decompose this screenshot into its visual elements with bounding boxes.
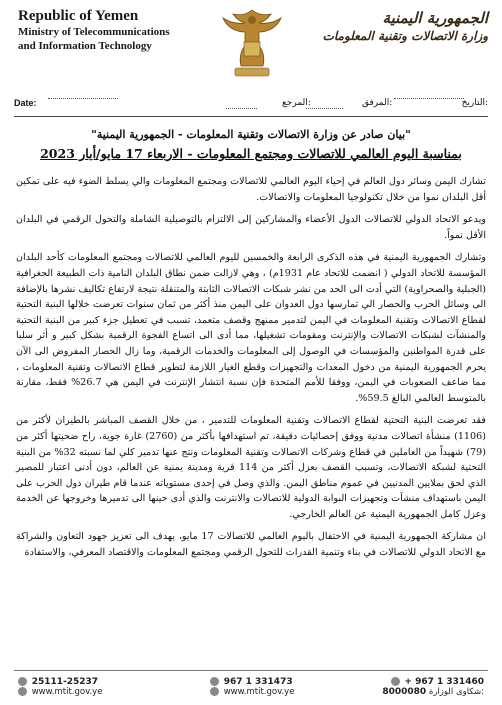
header-divider	[14, 116, 488, 117]
paragraph-1: تشارك اليمن وسائر دول العالم في إحياء اليوم العالمي للاتصالات ومجتمع المعلومات والي يسلط الضوء فيه على تمكين أقل البلدان نموا من خلال تكنولوجيا المعلومات والاتصالات.	[16, 176, 486, 203]
date-field-line	[48, 98, 118, 99]
country-name-en: Republic of Yemen	[18, 8, 139, 24]
globe-icon	[18, 687, 27, 696]
complaints-number: 8000080	[382, 687, 427, 697]
phone-mid: 967 1 331473	[223, 677, 293, 687]
complaints-label: شكاوى الوزارة:	[428, 687, 484, 697]
reference-row	[14, 98, 488, 112]
ministry-name-en-2: and Information Technology	[18, 40, 152, 52]
phone-right: + 967 1 331460	[404, 677, 484, 687]
statement-subtitle: بمناسبة اليوم العالمي للاتصالات ومجتمع المعلومات - الاربعاء 17 مايو/أيار 2023	[40, 146, 462, 161]
ministry-name-ar: وزارة الاتصالات وتقنية المعلومات	[322, 29, 488, 43]
country-name-ar: الجمهورية اليمنية	[382, 9, 488, 27]
attach-field-line	[306, 98, 343, 109]
phone-icon	[210, 677, 219, 686]
date-label-ar: التاريخ:	[461, 98, 488, 108]
date-ar-field-line	[394, 98, 464, 99]
fax-block	[18, 677, 102, 697]
attach-label-ar: المرفق:	[362, 98, 393, 108]
website-1: www.mtit.gov.ye	[31, 687, 103, 697]
paragraph-2: ويدعو الاتحاد الدولي للاتصالات الدول الأعضاء والمشاركين إلى الالتزام بالتوصيلية الشاملة والتحول الرقمي في البلدان الأقل نمواً.	[16, 214, 486, 241]
paragraph-4: فقد تعرضت البنية التحتية لقطاع الاتصالات وتقنية المعلومات للتدمير ، من خلال القصف المباشر بالطيران لأكثر من (1106) منشأة اتصالات مدنية ووفق إحصائيات دقيقة، تم استهدافها بأكثر من (2760) غارة جوية، راح ضحيتها أكثر من (79) شهيداً من العاملين في قطاع وشركات الاتصالات وتقنية المعلومات ونتج عنها تدمير كلي لما نسبته 32% من البنية التحتية لشبكة الاتصالات، وتسبب القصف بعزل أكثر من 114 قرية ومدينة يمنية عن العالم، دون أدنى اعتبار للمصير الذي لحق بملايين المدنيين في عموم مناطق اليمن. والذي وصل في إحدى مستوياته عندما قام طيران دول الحرب على اليمن باستهداف منشآت وتجهيزات البوابة الدولية للاتصالات والانترنت والذي أدى حينها الى تدميرها وخروجها عن الخدمة وعزل كامل الجمهورية اليمنية عن العالم الخارجي.	[16, 415, 486, 520]
mail-icon	[210, 687, 219, 696]
header-english	[18, 8, 208, 53]
ref-field-line	[226, 98, 257, 109]
paragraph-5: ان مشاركة الجمهورية اليمنية في الاحتفال باليوم العالمي للاتصالات 17 مايو، يهدف الى تعزيز جهود التعاون والشراكة مع الاتحاد الدولي للاتصالات في بناء وتنمية القدرات للتحول الرقمي ومجتمع المعلومات والاقتصاد المعرفي، والاستفادة	[16, 531, 486, 559]
website-2: www.mtit.gov.ye	[223, 687, 295, 697]
paragraph-3: وتشارك الجمهورية اليمنية في هذه الذكرى الرابعة والخمسين لليوم العالمي للاتصالات ومجتمع المعلومات كأحد البلدان المؤسسة للاتحاد الدولي ( انضمت للاتحاد عام 1931م) ، وهي لازالت ضمن نطاق البلدان النامية ذات الطبيعة الجغرافية (الجبلية والصحراوية) التي أدت الى الحد من نشر شبكات الاتصالات الثابتة والمتنقلة نتيجة لارتفاع تكاليف نشرها بالإضافة الى وسائل الحرب والحصار الي تمارسها دول العدوان على اليمن منذ أكثر من ثمان سنوات تعرضت خلالها البنية التحتية لقطاع الاتصالات وتقنية المعلومات في اليمن لتدمير ممنهج وقصف متعمد، تسبب في تعطيل جزء كبير من البنية التحتية والمنشآت لشبكات الاتصالات والإنترنت ومقومات تشغيلها، مما أدى الى اتساع الفجوة الرقمية بشكل كبير و أثر سلبا على قدرة المواطنين والمؤسسات في الوصول إلى المعلومات والخدمات الرقمية، وما زال الحصار المفروض الى الآن يحرم الجمهورية اليمنية من دخول المعدات والتجهيزات وقطع الغيار اللازمة لتطوير قطاع الاتصالات وتقنية المعلومات ، مما ضاعف الصعوبات في اليمن، ووفقا للأمم المتحدة فإن نسبة انتشار الإنترنت في اليمن هي 26.7% فقط، مقارنة بالمتوسط العالمي البالغ 59.5%.	[16, 252, 486, 404]
fax-icon	[18, 677, 27, 686]
header-arabic	[318, 8, 488, 44]
statement-body	[16, 174, 486, 568]
statement-title: "بيان صادر عن وزارة الاتصالات وتقنية المعلومات - الجمهورية اليمنية"	[91, 128, 411, 141]
ministry-name-en-1: Ministry of Telecommunications	[18, 26, 170, 38]
phone-block-mid	[210, 677, 294, 697]
fax-number: 25111-25237	[31, 677, 99, 687]
yemen-eagle-emblem	[219, 4, 285, 84]
phone-icon	[391, 677, 400, 686]
ref-label-ar: المرجع:	[282, 98, 311, 108]
phone-block-right	[382, 677, 484, 697]
letterhead-footer	[14, 670, 488, 705]
date-label-en: Date:	[14, 98, 37, 108]
